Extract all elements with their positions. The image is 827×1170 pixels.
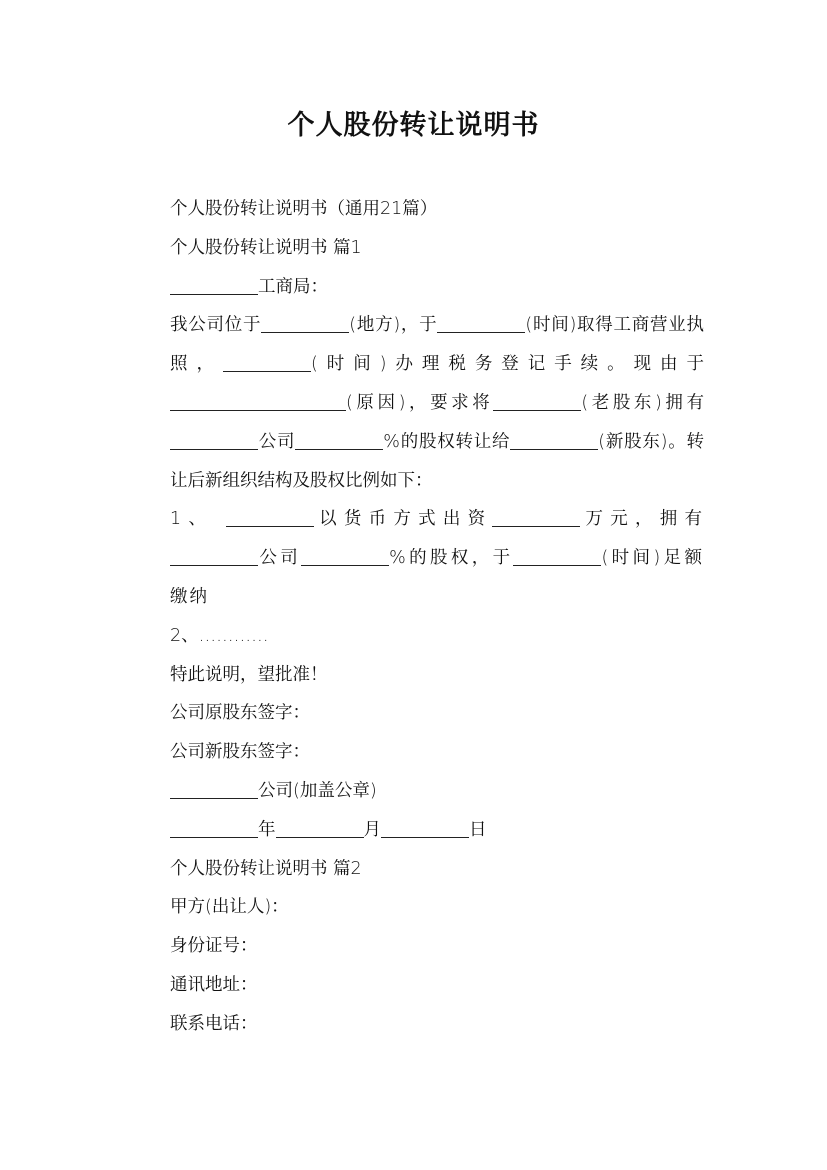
item-1 [126,500,704,616]
para1-text: %的股权转让给 [383,431,511,452]
company-seal-text: 公司(加盖公章) [258,780,377,801]
date-line [126,811,704,850]
date-day: 日 [469,819,487,840]
blank-field [492,509,580,528]
blank-field [223,354,311,373]
blank-field [261,315,349,334]
para1-text: (地方)，于 [349,315,438,336]
blank-field [170,276,258,295]
item1-text: %的股权，于 [389,548,514,569]
date-year: 年 [258,819,276,840]
blank-field [493,392,581,411]
address-line: 通讯地址： [170,974,258,995]
para1-text: (原因)，要求将 [346,392,494,413]
party-a-line: 甲方(出让人)： [170,897,289,918]
new-shareholder-signature: 公司新股东签字： [170,742,310,763]
para1-text: 我公司位于 [170,315,262,336]
blank-field [170,780,258,799]
company-seal-line [126,772,704,811]
para1-text: (时间)取得工商营业执照， [170,315,705,375]
item1-text: 以货币方式出资 [313,509,493,530]
para1-text: 公司 [258,431,296,452]
document-body [126,190,704,1044]
old-shareholder-signature: 公司原股东签字： [170,703,310,724]
section1-heading: 个人股份转让说明书 篇1 [170,237,362,258]
blank-field [170,431,258,450]
blank-field [437,315,525,334]
item1-text: 公司 [258,548,302,569]
blank-field [301,548,389,567]
blank-field [295,431,383,450]
item1-text: 万元，拥有 [580,509,704,530]
blank-field [510,431,598,450]
blank-field [513,548,601,567]
paragraph-transfer [126,306,704,500]
blank-field [276,819,364,838]
addressee-text: 工商局： [258,276,328,297]
item1-text: (时间)足额缴纳 [170,548,704,607]
blank-field [381,819,469,838]
phone-line: 联系电话： [170,1013,258,1034]
request-line: 特此说明，望批准！ [170,664,328,685]
para1-text: (新股东)。转让后新组织结构及股权比例如下： [170,431,704,491]
item-2: 2、………… [170,625,269,646]
para1-text: (时间)办理税务登记手续。现由于 [310,354,705,375]
addressee-line [126,268,704,307]
para1-text: (老股东)拥有 [581,392,705,413]
section2-heading: 个人股份转让说明书 篇2 [170,858,362,879]
blank-field [170,819,258,838]
blank-field [170,548,258,567]
document-subtitle: 个人股份转让说明书（通用21篇） [170,199,438,219]
document-title: 个人股份转让说明书 [287,110,540,141]
blank-field [170,392,346,411]
date-month: 月 [363,819,381,840]
id-number-line: 身份证号： [170,936,258,957]
blank-field [226,509,314,528]
item1-text: 1、 [170,509,214,530]
